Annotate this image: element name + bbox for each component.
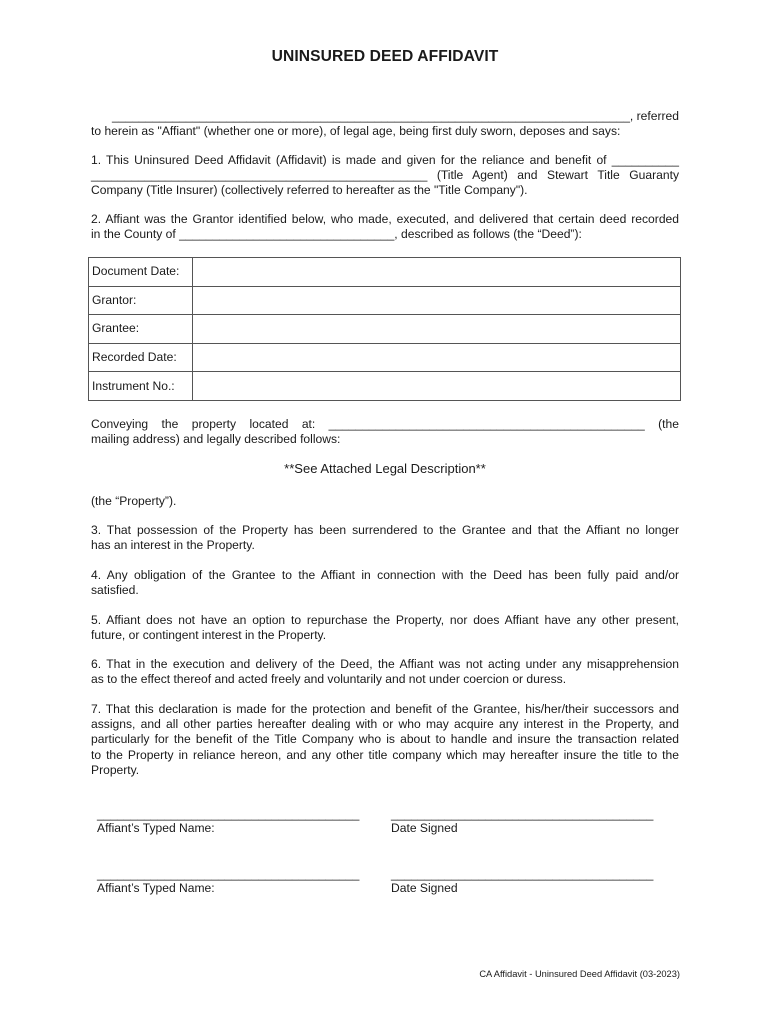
- paragraph-7-line-1: 7. That this declaration is made for the protection and benefit of the Grantee, his/her/their successors and: [91, 702, 679, 716]
- paragraph-7-line-4: to the Property in reliance hereon, and any other title company which may hereafter insure the title to the: [91, 747, 679, 762]
- conveying-line-2: mailing address) and legally described follows:: [91, 432, 341, 447]
- table-row: [89, 286, 681, 315]
- form-footer: CA Affidavit - Uninsured Deed Affidavit (03-2023): [479, 969, 680, 979]
- affiant-typed-name-label-2: Affiant’s Typed Name:: [97, 881, 215, 895]
- paragraph-4-line-1: 4. Any obligation of the Grantee to the Affiant in connection with the Deed has been fully paid and/or: [91, 568, 679, 582]
- table-row: [89, 343, 681, 372]
- date-signed-label-1: Date Signed: [391, 821, 458, 835]
- paragraph-6: [91, 657, 679, 687]
- affiant-signature-line-2[interactable]: _______________________________________: [97, 867, 360, 881]
- paragraph-5-line-2: future, or contingent interest in the Property.: [91, 628, 327, 643]
- paragraph-1-line-2: __________________________________________________ (Title Agent) and Stewart Title Guaranty: [91, 168, 679, 183]
- paragraph-5-line-1: 5. Affiant does not have an option to repurchase the Property, nor does Affiant have any other present,: [91, 613, 679, 627]
- paragraph-1-line-1: 1. This Uninsured Deed Affidavit (Affidavit) is made and given for the reliance and benefit of __________: [91, 153, 679, 167]
- deed-details-table: [88, 257, 681, 401]
- paragraph-7-line-3: particularly for the benefit of the Title Company who is about to handle and insure the transaction related: [91, 732, 679, 747]
- paragraph-3-line-2: has an interest in the Property.: [91, 538, 255, 553]
- grantee-field[interactable]: [193, 315, 681, 344]
- affiant-signature-line-1[interactable]: _______________________________________: [97, 807, 360, 821]
- paragraph-3-line-1: 3. That possession of the Property has been surrendered to the Grantee and that the Affiant no longer: [91, 523, 679, 537]
- legal-description-note: **See Attached Legal Description**: [284, 461, 486, 476]
- intro-text-line: to herein as "Affiant" (whether one or more), of legal age, being first duly sworn, deposes and says:: [91, 124, 621, 139]
- paragraph-6-line-1: 6. That in the execution and delivery of the Deed, the Affiant was not acting under any misapprehension: [91, 657, 679, 671]
- recorded-date-label: Recorded Date:: [89, 343, 193, 372]
- conveying-line-1: Conveying the property located at: _______________________________________________ (the: [91, 417, 679, 431]
- paragraph-7-line-5: Property.: [91, 762, 140, 777]
- grantee-label: Grantee:: [89, 315, 193, 344]
- document-date-label: Document Date:: [89, 258, 193, 287]
- property-note: [91, 494, 679, 509]
- paragraph-2: [91, 212, 679, 242]
- table-row: [89, 258, 681, 287]
- paragraph-4-line-2: satisfied.: [91, 583, 139, 598]
- paragraph-2-line-2: in the County of ________________________________, described as follows (the “Deed”):: [91, 227, 582, 242]
- date-signed-label-2: Date Signed: [391, 881, 458, 895]
- paragraph-1-line-3: Company (Title Insurer) (collectively referred to hereafter as the "Title Company").: [91, 183, 528, 198]
- table-row: [89, 315, 681, 344]
- instrument-no-field[interactable]: [193, 372, 681, 401]
- property-note-text: (the “Property”).: [91, 494, 177, 508]
- paragraph-7-line-2: assigns, and all other parties hereafter dealing with or who may acquire any interest in the Property, and: [91, 717, 679, 732]
- table-row: [89, 372, 681, 401]
- paragraph-2-line-1: 2. Affiant was the Grantor identified below, who made, executed, and delivered that certain deed recorded: [91, 212, 679, 226]
- paragraph-3: [91, 523, 679, 553]
- conveying-paragraph: [91, 417, 679, 447]
- grantor-label: Grantor:: [89, 286, 193, 315]
- paragraph-6-line-2: as to the effect thereof and acted freely and voluntarily and not under coercion or duress.: [91, 672, 567, 687]
- date-signed-line-1[interactable]: _______________________________________: [391, 807, 654, 821]
- document-title: UNINSURED DEED AFFIDAVIT: [271, 48, 499, 65]
- date-signed-line-2[interactable]: _______________________________________: [391, 867, 654, 881]
- paragraph-1: [91, 153, 679, 199]
- paragraph-4: [91, 568, 679, 598]
- intro-paragraph: [91, 109, 679, 139]
- paragraph-7: [91, 702, 679, 778]
- document-date-field[interactable]: [193, 258, 681, 287]
- paragraph-5: [91, 613, 679, 643]
- instrument-no-label: Instrument No.:: [89, 372, 193, 401]
- affiant-name-blank-line: _____________________________________________________________________________, referred: [112, 109, 679, 123]
- recorded-date-field[interactable]: [193, 343, 681, 372]
- grantor-field[interactable]: [193, 286, 681, 315]
- affiant-typed-name-label-1: Affiant’s Typed Name:: [97, 821, 215, 835]
